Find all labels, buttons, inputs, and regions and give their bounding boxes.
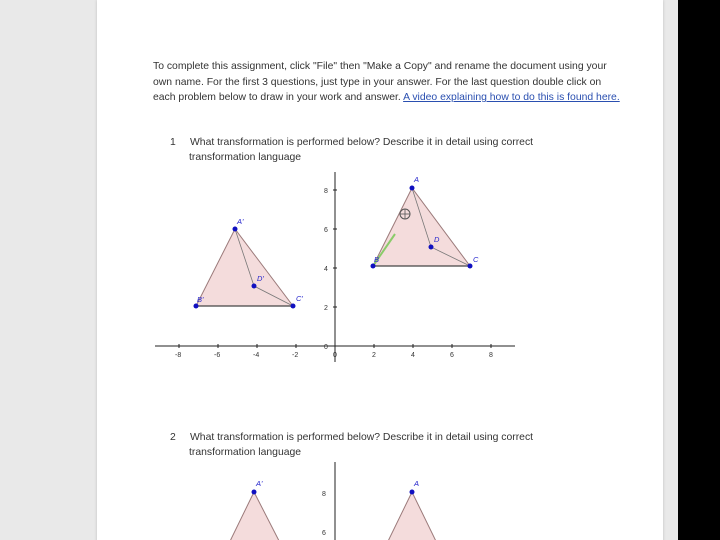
x-tick-label: -8 (175, 352, 182, 359)
image-triangle[interactable] (194, 217, 304, 309)
coordinate-graph-1[interactable] (155, 172, 515, 362)
image-triangle-2[interactable] (215, 492, 295, 540)
label-a: A (414, 175, 420, 184)
label-b-prime: B' (197, 295, 204, 304)
cursor-icon (400, 209, 410, 219)
question-text-cont: transformation language (189, 447, 302, 458)
vertex-b[interactable] (371, 264, 376, 269)
y-tick-label: 2 (324, 305, 328, 312)
vertex-d[interactable] (429, 245, 434, 250)
y-tick-label: 4 (324, 266, 328, 273)
document-page (97, 0, 663, 540)
label-a-prime: A' (237, 217, 244, 226)
instructions-text: To complete this assignment, click "File" then "Make a Copy" and rename the document using your own name. For the first 3 questions, just type in your answer. For the last question double click on each problem below to draw in your work and answer. (153, 61, 607, 103)
preimage-triangle[interactable] (371, 175, 480, 269)
label-d: D (434, 235, 440, 244)
question-text: What transformation is performed below? Describe it in detail using correct (190, 137, 534, 148)
coordinate-graph-2[interactable] (155, 462, 515, 540)
preimage-triangle-2[interactable] (373, 492, 451, 540)
x-tick-label: 2 (372, 352, 376, 359)
x-tick-label: 0 (333, 352, 337, 359)
y-tick-label: 6 (324, 227, 328, 234)
vertex-c[interactable] (468, 264, 473, 269)
vertex-d-prime[interactable] (252, 284, 257, 289)
vertex-b-prime[interactable] (194, 304, 199, 309)
label-c-prime: C' (296, 294, 303, 303)
question-text: What transformation is performed below? Describe it in detail using correct (190, 432, 534, 443)
image-triangle-fill (196, 229, 293, 306)
vertex-a-prime-2[interactable] (252, 490, 257, 495)
question-text-cont: transformation language (189, 152, 302, 163)
preimage-triangle-fill (373, 188, 470, 266)
label-b: B (374, 255, 380, 264)
question-1 (170, 135, 590, 165)
question-number: 1 (170, 137, 176, 148)
label-d-prime: D' (257, 274, 264, 283)
vertex-a[interactable] (410, 186, 415, 191)
x-tick-label: 8 (489, 352, 493, 359)
vertex-a-prime[interactable] (233, 227, 238, 232)
x-tick-label: 6 (450, 352, 454, 359)
vertex-a-2[interactable] (410, 490, 415, 495)
instructions-paragraph (153, 59, 623, 106)
x-tick-label: -4 (253, 352, 260, 359)
x-tick-label: -2 (292, 352, 299, 359)
y-tick-label: 0 (324, 344, 328, 351)
question-number: 2 (170, 432, 176, 443)
y-tick-6: 6 (322, 530, 326, 537)
x-tick-label: -6 (214, 352, 221, 359)
y-tick-label: 8 (324, 188, 328, 195)
video-link[interactable]: A video explaining how to do this is found here. (403, 92, 620, 103)
x-tick-label: 4 (411, 352, 415, 359)
question-2 (170, 430, 590, 460)
y-tick-8: 8 (322, 491, 326, 498)
label-a-2: A (414, 479, 420, 488)
label-a-prime-2: A' (256, 479, 263, 488)
vertex-c-prime[interactable] (291, 304, 296, 309)
label-c: C (473, 255, 479, 264)
